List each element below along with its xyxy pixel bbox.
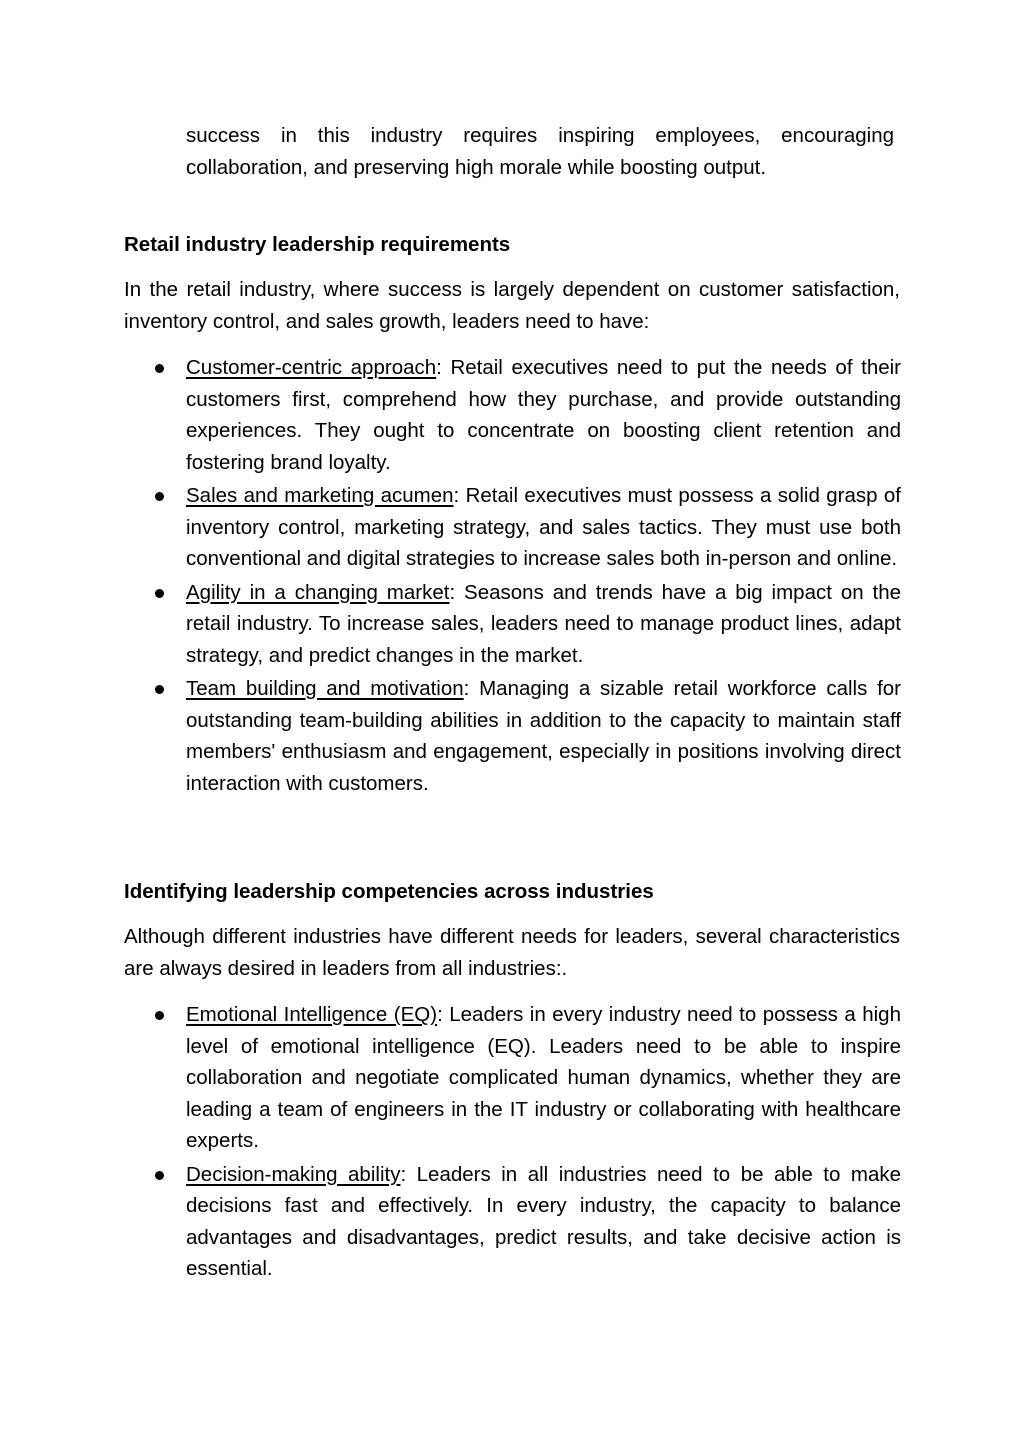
list-item-text: : Managing a sizable retail workforce calls for outstanding team-building abilities in addition to the capacity to maintain staff members' enthusiasm and engagement, especially in positions involving direct interaction with customers. — [186, 677, 901, 795]
list-item — [124, 577, 901, 672]
retail-heading: Retail industry leadership requirements — [124, 233, 511, 256]
list-item — [124, 352, 901, 478]
retail-intro-paragraph: In the retail industry, where success is largely dependent on customer satisfaction, inventory control, and sales growth, leaders need to have: — [124, 278, 900, 333]
competencies-intro-paragraph: Although different industries have different needs for leaders, several characteristics are always desired in leaders from all industries:. — [124, 925, 900, 980]
bullet-icon — [155, 685, 164, 694]
list-item — [124, 1159, 901, 1285]
list-item-term: Team building and motivation — [186, 677, 464, 700]
list-item-text: : Leaders in every industry need to possess a high level of emotional intelligence (EQ). Leaders need to be able to inspire collaboration and negotiate complicated human dynamics, whether they are leading a team of engineers in the IT industry or collaborating with healthcare experts. — [186, 1003, 901, 1152]
competencies-heading: Identifying leadership competencies across industries — [124, 880, 654, 903]
bullet-icon — [155, 1171, 164, 1180]
list-item-text: : Leaders in all industries need to be able to make decisions fast and effectively. In every industry, the capacity to balance advantages and disadvantages, predict results, and take decisive action is essential. — [186, 1162, 901, 1280]
list-item — [124, 673, 901, 799]
list-item-term: Customer-centric approach — [186, 356, 437, 379]
continuation-paragraph: success in this industry requires inspiring employees, encouraging collaboration, and preserving high morale while boosting output. — [186, 124, 894, 179]
bullet-icon — [155, 1011, 164, 1020]
bullet-icon — [155, 589, 164, 598]
list-item-term: Agility in a changing market — [186, 580, 450, 604]
list-item-term: Sales and marketing acumen — [186, 484, 454, 507]
bullet-icon — [155, 364, 164, 373]
list-item-term: Emotional Intelligence (EQ) — [186, 1003, 438, 1026]
list-item-term: Decision-making ability — [186, 1162, 401, 1186]
list-item-text: : Retail executives must possess a solid grasp of inventory control, marketing strategy, and sales tactics. They must use both conventional and digital strategies to increase sales both in-person and online. — [186, 484, 901, 570]
list-item-text: : Retail executives need to put the needs of their customers first, comprehend how they purchase, and provide outstanding experiences. They ought to concentrate on boosting client retention and fostering brand loyalty. — [186, 356, 902, 474]
list-item — [124, 480, 901, 575]
list-item — [124, 999, 901, 1157]
competencies-list — [124, 999, 901, 1287]
list-item-text: : Seasons and trends have a big impact on the retail industry. To increase sales, leaders need to manage product lines, adapt strategy, and predict changes in the market. — [186, 580, 902, 667]
bullet-icon — [155, 492, 164, 501]
retail-requirements-list — [124, 352, 901, 801]
